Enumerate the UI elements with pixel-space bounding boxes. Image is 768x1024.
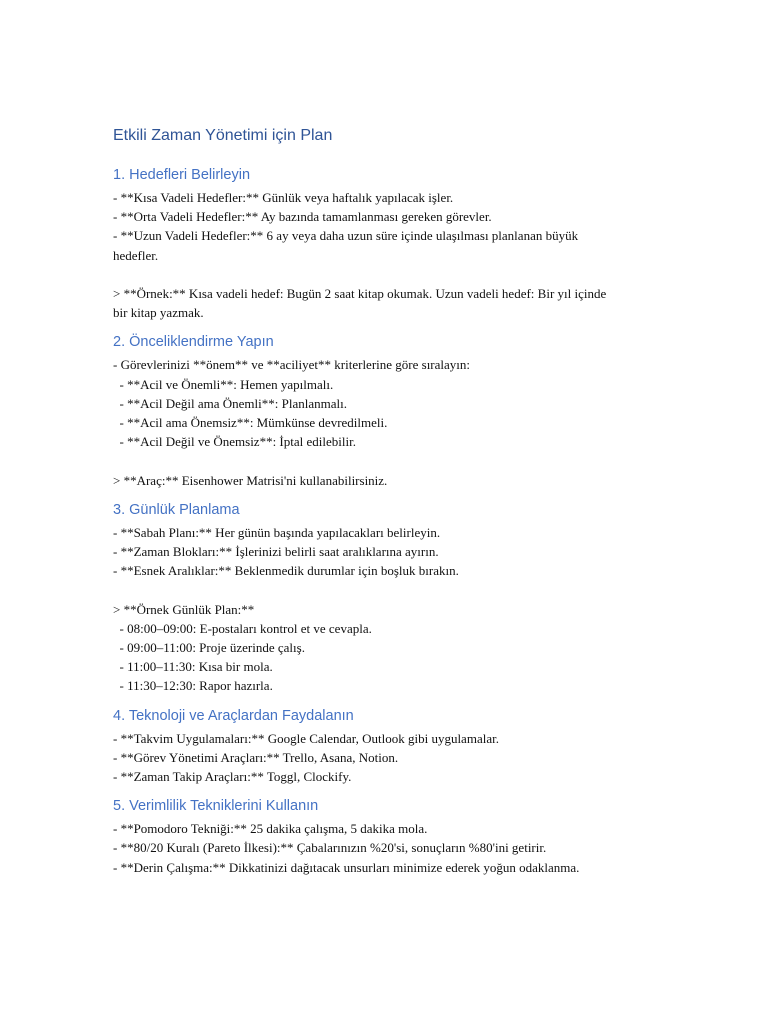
document-page	[113, 120, 673, 888]
text-line: - **Görev Yönetimi Araçları:** Trello, Asana, Notion.	[113, 749, 399, 765]
text-line: - **Pomodoro Tekniği:** 25 dakika çalışma, 5 dakika mola.	[113, 821, 428, 837]
text-line: hedefler.	[113, 247, 159, 263]
section-heading: 3. Günlük Planlama	[113, 501, 240, 518]
text-line: - 11:30–12:30: Rapor hazırla.	[113, 678, 273, 694]
section-gunluk-planlama	[113, 501, 673, 696]
text-line: - **Uzun Vadeli Hedefler:** 6 ay veya daha uzun süre içinde ulaşılması planlanan büyük	[113, 228, 579, 244]
text-line: - **Zaman Blokları:** İşlerinizi belirli saat aralıklarına ayırın.	[113, 544, 439, 560]
text-line: - 11:00–11:30: Kısa bir mola.	[113, 659, 273, 675]
section-heading: 4. Teknoloji ve Araçlardan Faydalanın	[113, 707, 354, 724]
section-hedefler	[113, 166, 673, 322]
text-line: > **Araç:** Eisenhower Matrisi'ni kullanabilirsiniz.	[113, 472, 388, 488]
blank-line	[113, 580, 673, 599]
text-line: - **Orta Vadeli Hedefler:** Ay bazında tamamlanması gereken görevler.	[113, 209, 492, 225]
section-onceliklendirme	[113, 333, 673, 489]
text-line: - **Acil Değil ve Önemsiz**: İptal edilebilir.	[113, 434, 356, 450]
text-line: - **Acil ama Önemsiz**: Mümkünse devredilmeli.	[113, 415, 388, 431]
text-line: - **Acil ve Önemli**: Hemen yapılmalı.	[113, 376, 334, 392]
text-line: - Görevlerinizi **önem** ve **aciliyet** kriterlerine göre sıralayın:	[113, 357, 471, 373]
text-line: - **Zaman Takip Araçları:** Toggl, Clockify.	[113, 769, 352, 785]
document-title: Etkili Zaman Yönetimi için Plan	[113, 127, 333, 144]
text-line: - 09:00–11:00: Proje üzerinde çalış.	[113, 640, 305, 656]
text-line: - **Derin Çalışma:** Dikkatinizi dağıtacak unsurları minimize ederek yoğun odaklanma.	[113, 859, 580, 875]
text-line: > **Örnek:** Kısa vadeli hedef: Bugün 2 saat kitap okumak. Uzun vadeli hedef: Bir yıl içinde	[113, 286, 607, 301]
section-heading: 1. Hedefleri Belirleyin	[113, 167, 251, 183]
blank-line	[113, 265, 673, 284]
text-line: - **80/20 Kuralı (Pareto İlkesi):** Çabalarınızın %20'si, sonuçların %80'ini getirir.	[113, 840, 547, 856]
section-teknoloji	[113, 707, 673, 787]
text-line: > **Örnek Günlük Plan:**	[113, 601, 255, 617]
text-line: - **Sabah Planı:** Her günün başında yapılacakları belirleyin.	[113, 524, 441, 540]
blank-line	[113, 451, 673, 470]
text-line: bir kitap yazmak.	[113, 305, 204, 321]
section-heading: 5. Verimlilik Tekniklerini Kullanın	[113, 798, 319, 815]
text-line: - **Takvim Uygulamaları:** Google Calendar, Outlook gibi uygulamalar.	[113, 730, 499, 746]
text-line: - 08:00–09:00: E-postaları kontrol et ve cevapla.	[113, 620, 372, 636]
text-line: - **Kısa Vadeli Hedefler:** Günlük veya haftalık yapılacak işler.	[113, 190, 454, 205]
text-line: - **Esnek Aralıklar:** Beklenmedik durumlar için boşluk bırakın.	[113, 563, 459, 579]
text-line: - **Acil Değil ama Önemli**: Planlanmalı.	[113, 395, 347, 411]
section-verimlilik	[113, 797, 673, 877]
section-heading: 2. Önceliklendirme Yapın	[113, 334, 274, 351]
